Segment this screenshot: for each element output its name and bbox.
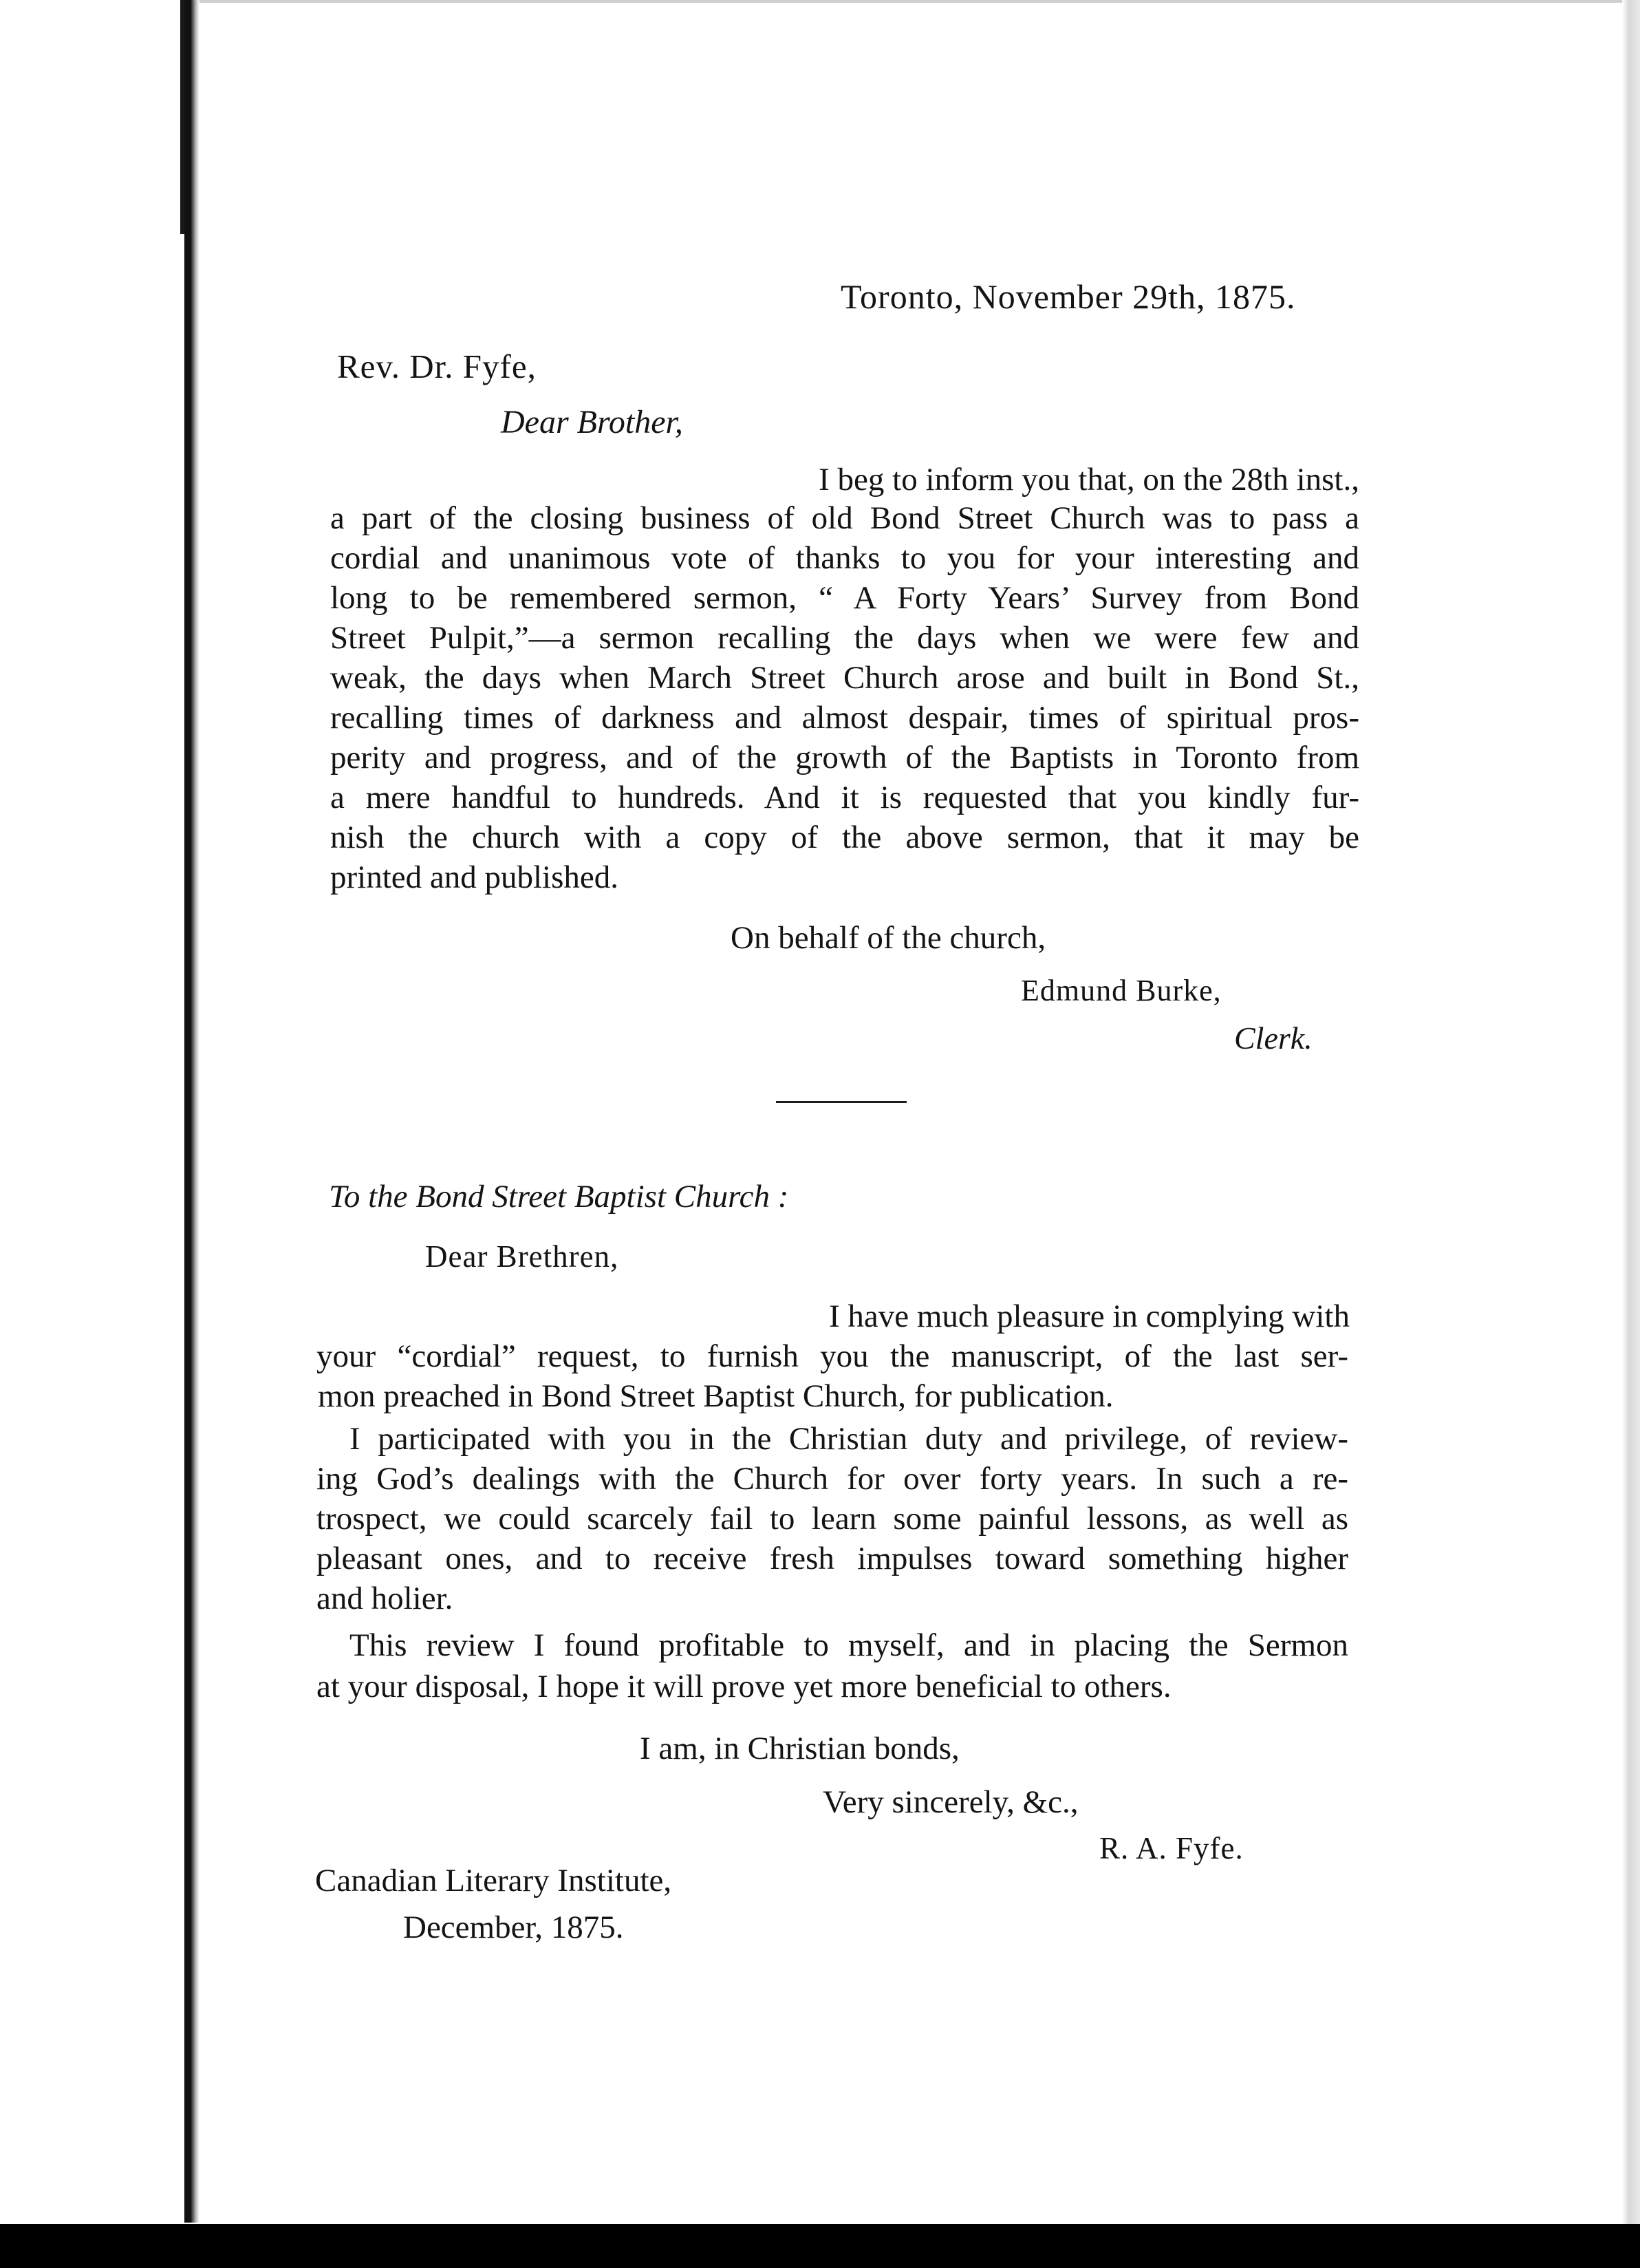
- body-line: at your disposal, I hope it will prove yet more beneficial to others.: [316, 1669, 1172, 1704]
- closing: On behalf of the church,: [731, 920, 1046, 956]
- body-line: a mere handful to hundreds. And it is requested that you kindly fur-: [330, 780, 1359, 815]
- section-divider: [776, 1101, 907, 1103]
- body-line: I participated with you in the Christian duty and privilege, of review-: [349, 1421, 1348, 1457]
- scan-bottom-band: [0, 2224, 1640, 2268]
- place: Canadian Literary Institute,: [315, 1863, 672, 1898]
- body-line: long to be remembered sermon, “ A Forty Years’ Survey from Bond: [330, 580, 1359, 616]
- scan-top-edge: [199, 0, 1622, 3]
- body-line: trospect, we could scarcely fail to learn some painful lessons, as well as: [316, 1501, 1348, 1537]
- body-line: ing God’s dealings with the Church for over forty years. In such a re-: [316, 1461, 1348, 1497]
- body-line: weak, the days when March Street Church arose and built in Bond St.,: [330, 660, 1359, 696]
- body-line: pleasant ones, and to receive fresh impulses toward something higher: [316, 1541, 1348, 1576]
- closing: I am, in Christian bonds,: [640, 1731, 960, 1766]
- body-line: This review I found profitable to myself, and in placing the Sermon: [349, 1627, 1348, 1663]
- body-line: Street Pulpit,”—a sermon recalling the days when we were few and: [330, 620, 1359, 656]
- body-line: and holier.: [316, 1581, 453, 1616]
- date: December, 1875.: [403, 1909, 624, 1945]
- addressee: To the Bond Street Baptist Church :: [329, 1179, 789, 1215]
- dateline: Toronto, November 29th, 1875.: [841, 277, 1296, 316]
- body-line: nish the church with a copy of the above sermon, that it may be: [330, 820, 1359, 855]
- scan-binding-edge: [184, 0, 199, 2223]
- body-line: perity and progress, and of the growth of the Baptists in Toronto from: [330, 740, 1359, 775]
- body-line: your “cordial” request, to furnish you the manuscript, of the last ser-: [316, 1338, 1348, 1374]
- signature-title: Clerk.: [1234, 1020, 1313, 1056]
- body-line: mon preached in Bond Street Baptist Church, for publication.: [318, 1378, 1114, 1414]
- addressee: Rev. Dr. Fyfe,: [337, 347, 537, 385]
- body-line: I have much pleasure in complying with: [828, 1298, 1350, 1334]
- body-line: I beg to inform you that, on the 28th inst.,: [819, 462, 1359, 498]
- signature: Edmund Burke,: [1021, 974, 1222, 1007]
- body-line: a part of the closing business of old Bond Street Church was to pass a: [330, 500, 1359, 536]
- closing: Very sincerely, &c.,: [823, 1784, 1079, 1820]
- body-line: recalling times of darkness and almost despair, times of spiritual pros-: [330, 700, 1359, 736]
- body-line: cordial and unanimous vote of thanks to you for your interesting and: [330, 540, 1359, 576]
- scan-right-edge: [1622, 0, 1640, 2224]
- salutation: Dear Brother,: [501, 404, 683, 440]
- body-line: printed and published.: [330, 859, 619, 895]
- salutation: Dear Brethren,: [425, 1239, 619, 1274]
- signature: R. A. Fyfe.: [1099, 1831, 1244, 1865]
